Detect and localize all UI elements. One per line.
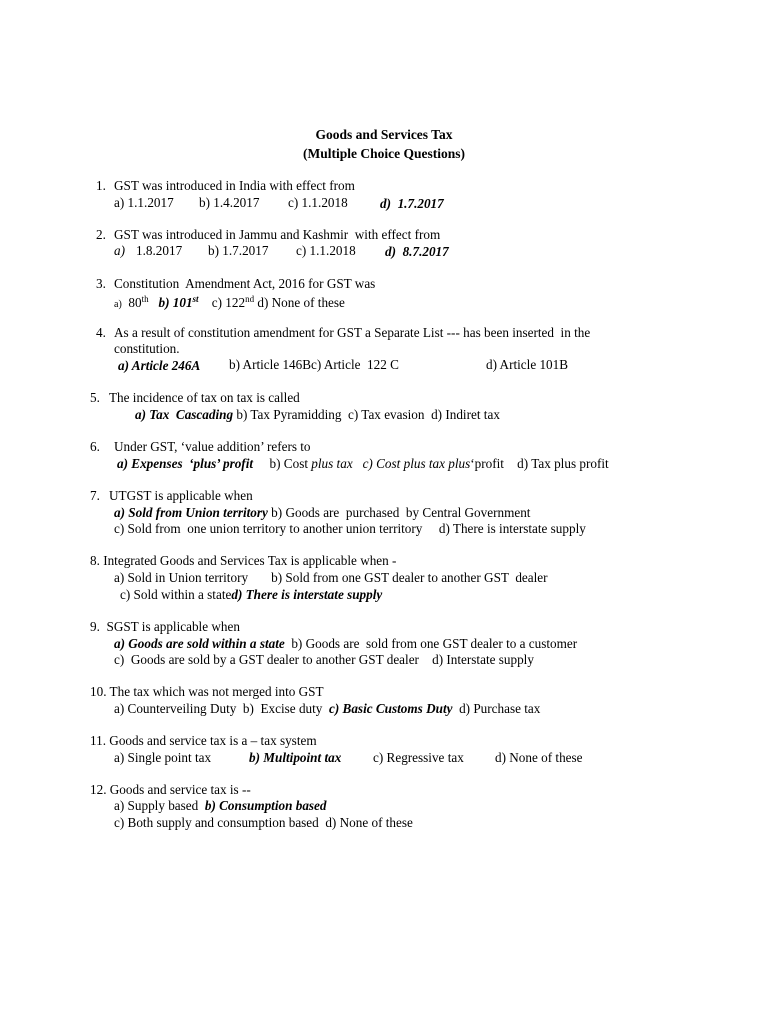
question-1-answer-d: d) 1.7.2017 <box>380 196 444 211</box>
question-12-option-a: a) Supply based <box>114 798 205 813</box>
question-6-text: Under GST, ‘value addition’ refers to <box>114 439 311 454</box>
question-3-option-d: d) None of these <box>257 295 345 310</box>
question-12-number: 12. <box>90 782 107 797</box>
question-3-text: Constitution Amendment Act, 2016 for GST was <box>114 276 376 291</box>
question-11-option-d: d) None of these <box>495 750 583 765</box>
question-8-option-b: b) Sold from one GST dealer to another GST dealer <box>271 570 548 585</box>
question-7-text: UTGST is applicable when <box>109 488 253 503</box>
question-10-line <box>90 684 324 699</box>
question-10-options-ab: a) Counterveiling Duty b) Excise duty <box>114 701 329 716</box>
question-6-option-c: c) Cost plus tax plus <box>362 456 471 471</box>
question-4-options-bc: b) Article 146Bc) Article 122 C <box>229 357 399 372</box>
question-2-option-c: c) 1.1.2018 <box>296 243 356 258</box>
question-2-answer-d: d) 8.7.2017 <box>385 244 449 259</box>
question-2-option-a-letter: a) <box>114 243 125 258</box>
question-7-number: 7. <box>90 488 100 503</box>
question-6-option-d: d) Tax plus profit <box>517 456 609 471</box>
question-11-option-c: c) Regressive tax <box>373 750 464 765</box>
question-11-option-a: a) Single point tax <box>114 750 212 765</box>
question-7-options-ab <box>114 505 530 520</box>
question-12-options-cd: c) Both supply and consumption based d) None of these <box>114 815 413 830</box>
question-8-line <box>90 553 396 568</box>
question-9-options-ab <box>114 636 577 651</box>
question-9-number: 9. <box>90 619 100 634</box>
question-3-answer-b <box>158 295 198 310</box>
question-11-line <box>90 733 317 748</box>
question-3-option-a-suffix: th <box>141 294 149 304</box>
question-5-text: The incidence of tax on tax is called <box>109 390 300 405</box>
question-8-option-a: a) Sold in Union territory <box>114 570 249 585</box>
question-2-number: 2. <box>96 227 106 242</box>
question-12-options-ab <box>114 798 327 813</box>
question-3-option-a: 80 <box>128 295 142 310</box>
question-9-option-c: c) Goods are sold by a GST dealer to another GST dealer <box>114 652 419 667</box>
question-7-options-cd <box>114 521 586 536</box>
question-8-answer-d: d) There is interstate supply <box>231 587 383 602</box>
question-4-text: As a result of constitution amendment for GST a Separate List --- has been inserted in the <box>114 325 591 340</box>
question-9-answer-a: a) Goods are sold within a state <box>114 636 285 651</box>
question-6-number: 6. <box>90 439 100 454</box>
question-4-answer-a: a) Article 246A <box>118 358 201 373</box>
question-12-answer-b: b) Consumption based <box>204 798 327 813</box>
question-6-option-c-suffix: ‘profit <box>470 456 504 471</box>
question-3-number: 3. <box>96 276 106 291</box>
question-3-answer-b-text: b) 101 <box>158 295 193 310</box>
question-7-option-d: d) There is interstate supply <box>438 521 586 536</box>
question-7-option-b: b) Goods are purchased by Central Government <box>267 505 531 520</box>
question-4-option-d: d) Article 101B <box>486 357 569 372</box>
question-10-answer-c: c) Basic Customs Duty <box>329 701 453 716</box>
question-5-answer-a: a) Tax Cascading <box>135 407 234 422</box>
question-9-options-cd <box>114 652 534 667</box>
question-8-option-c: c) Sold within a state <box>120 587 232 602</box>
question-5-options <box>135 407 500 422</box>
question-9-text: SGST is applicable when <box>106 619 240 634</box>
question-2-text: GST was introduced in Jammu and Kashmir with effect from <box>114 227 441 242</box>
question-9-line <box>90 619 240 634</box>
question-3-option-c-suffix: nd <box>245 294 255 304</box>
question-10-number: 10. <box>90 684 107 699</box>
question-10-option-d: d) Purchase tax <box>452 701 541 716</box>
question-4-number: 4. <box>96 325 106 340</box>
question-12-line <box>90 782 251 797</box>
question-3-options <box>114 295 345 312</box>
question-1-option-c: c) 1.1.2018 <box>288 195 348 210</box>
question-8-options-ab <box>114 570 548 585</box>
question-2-option-a: 1.8.2017 <box>136 243 183 258</box>
question-7-option-c: c) Sold from one union territory to another union territory <box>114 521 423 536</box>
question-7-answer-a: a) Sold from Union territory <box>114 505 268 520</box>
question-12-text: Goods and service tax is -- <box>109 782 251 797</box>
question-5-number: 5. <box>90 390 100 405</box>
question-11-answer-b: b) Multipoint tax <box>249 750 342 765</box>
question-10-options <box>114 701 540 716</box>
question-6-option-b: b) Cost <box>269 456 312 471</box>
question-10-text: The tax which was not merged into GST <box>109 684 324 699</box>
question-11-text: Goods and service tax is a – tax system <box>109 733 317 748</box>
question-1-number: 1. <box>96 178 106 193</box>
document-subtitle: (Multiple Choice Questions) <box>303 146 465 161</box>
question-3-option-c: c) 122 <box>211 295 246 310</box>
question-6-answer-a: a) Expenses ‘plus’ profit <box>117 456 254 471</box>
question-9-option-d: d) Interstate supply <box>432 652 534 667</box>
question-8-options-cd <box>120 587 382 602</box>
question-8-number: 8. <box>90 553 100 568</box>
question-8-text: Integrated Goods and Services Tax is applicable when - <box>103 553 397 568</box>
question-5-options-bcd: b) Tax Pyramidding c) Tax evasion d) Indiret tax <box>233 407 500 422</box>
question-3-option-a-letter: a) <box>114 299 122 310</box>
question-2-option-b: b) 1.7.2017 <box>208 243 269 258</box>
question-4-text-cont: constitution. <box>114 341 180 356</box>
question-1-option-a: a) 1.1.2017 <box>114 195 174 210</box>
question-6-options <box>117 456 609 471</box>
question-3-answer-b-suffix: st <box>192 294 199 304</box>
question-6-option-b-italic: plus tax <box>311 456 353 471</box>
question-1-text: GST was introduced in India with effect from <box>114 178 355 193</box>
question-11-number: 11. <box>90 733 106 748</box>
document-title: Goods and Services Tax <box>315 127 453 142</box>
question-1-option-b: b) 1.4.2017 <box>199 195 260 210</box>
question-9-option-b: b) Goods are sold from one GST dealer to a customer <box>284 636 578 651</box>
